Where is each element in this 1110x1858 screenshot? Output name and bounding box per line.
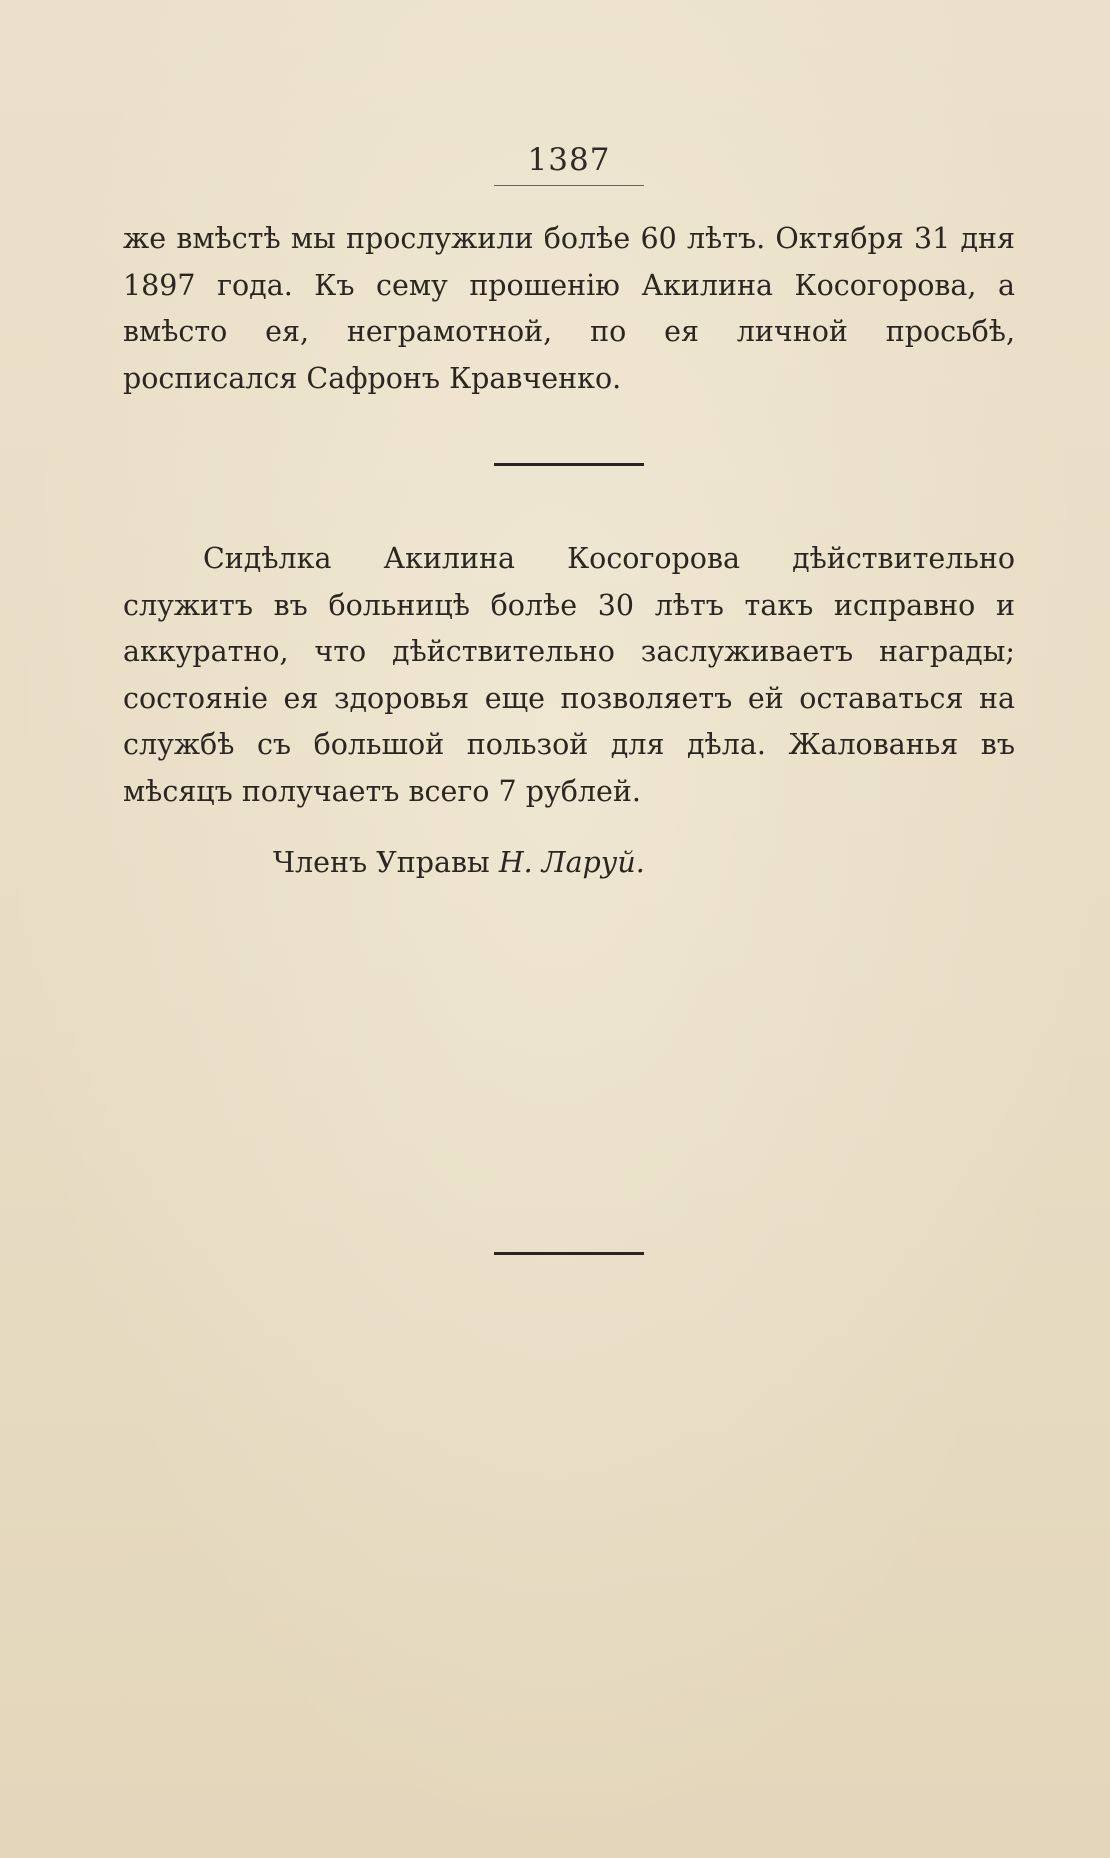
signature-name: Н. Ларуй. [498,846,645,879]
paragraph-1: же вмѣстѣ мы прослужили болѣе 60 лѣтъ. Октября 31 дня 1897 года. Къ сему прошенію Акилина Косогорова, а вмѣсто ея, неграмотной, по ея личной просьбѣ, росписался Сафронъ Кравченко. [123,222,1015,395]
section-divider-1 [494,463,644,466]
section-divider-2 [494,1252,644,1255]
page-number-underline [494,185,644,186]
paragraph-2: Сидѣлка Акилина Косогорова дѣйствительно служитъ въ больницѣ болѣе 30 лѣтъ такъ исправно и аккуратно, что дѣйствительно заслуживаетъ награды; состояніе ея здоровья еще позволяетъ ей оставаться на службѣ съ большой пользой для дѣла. Жалованья въ мѣсяцъ получаетъ всего 7 рублей. [123,542,1015,808]
signature-title: Членъ Управы [273,846,490,879]
page-number: 1387 [527,142,611,178]
signature-line [273,840,645,886]
